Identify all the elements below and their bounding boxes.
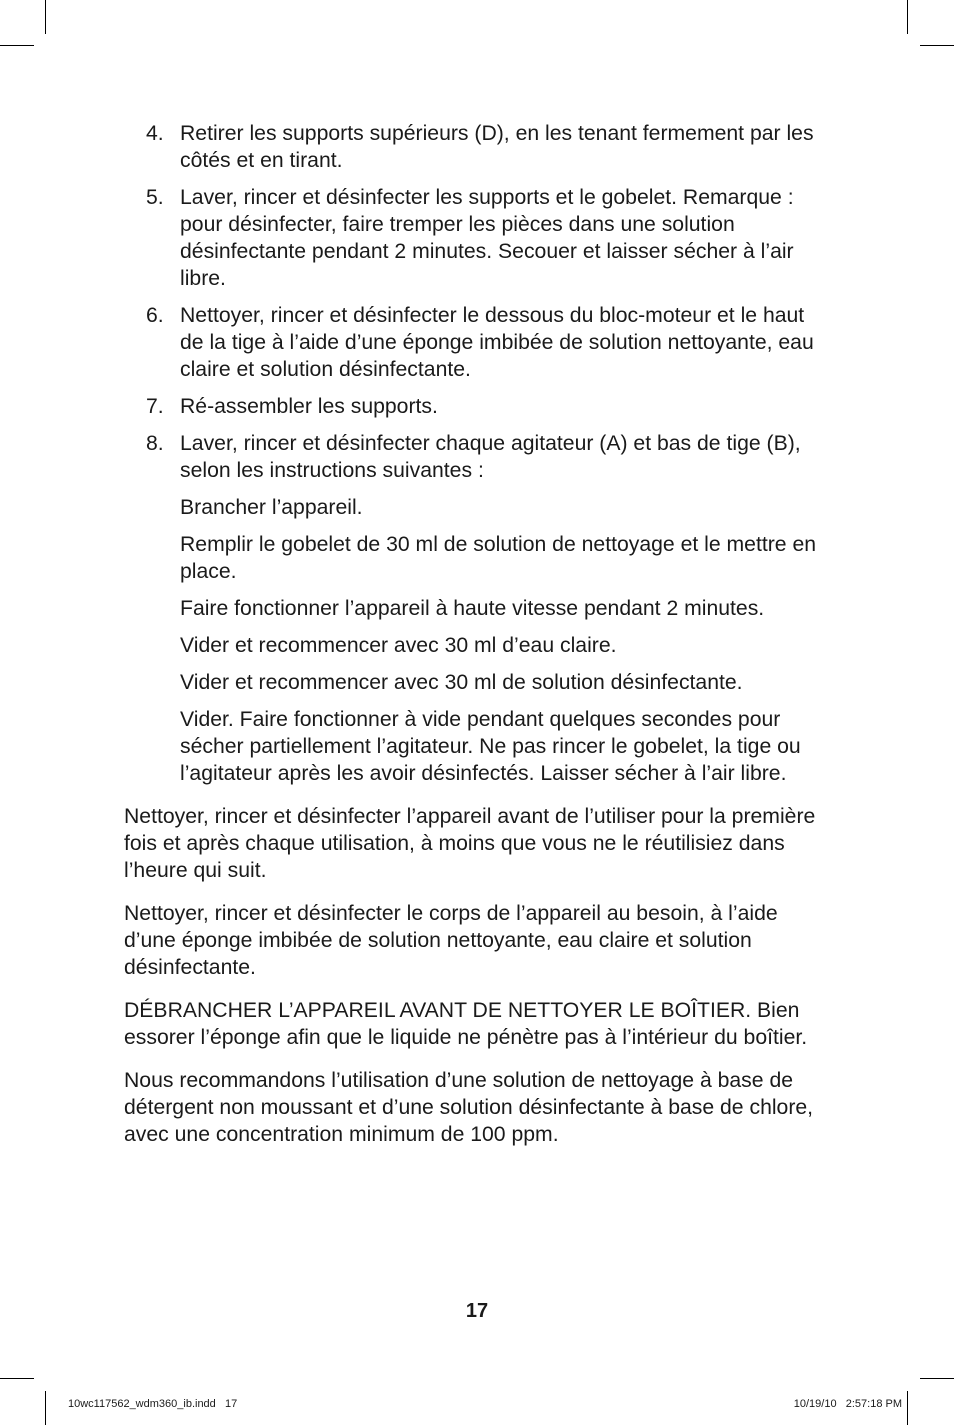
step-item: [124, 184, 829, 292]
paragraph: DÉBRANCHER L’APPAREIL AVANT DE NETTOYER LE BOÎTIER. Bien essorer l’éponge afin que le liquide ne pénètre pas à l’intérieur du boîtier.: [124, 999, 808, 1049]
crop-mark-top-left-h: [0, 45, 34, 46]
paragraph: Nous recommandons l’utilisation d’une solution de nettoyage à base de détergent non moussant et d’une solution désinfectante à base de chlore, avec une concentration minimum de 100 ppm.: [124, 1069, 814, 1146]
crop-mark-bottom-right-v: [907, 1391, 908, 1425]
step-number: 4.: [146, 122, 164, 145]
step-text: Ré-assembler les supports.: [180, 395, 438, 418]
crop-mark-bottom-right-h: [920, 1378, 954, 1379]
page-number: 17: [465, 1300, 489, 1322]
substep-text: Faire fonctionner l’appareil à haute vitesse pendant 2 minutes.: [180, 597, 765, 620]
step-number: 8.: [146, 432, 164, 455]
step-item: [124, 120, 829, 174]
crop-mark-top-right-h: [920, 45, 954, 46]
step-text: Laver, rincer et désinfecter chaque agitateur (A) et bas de tige (B), selon les instructions suivantes :: [180, 432, 801, 482]
cleaning-steps-list: [124, 120, 829, 484]
substep-text: Remplir le gobelet de 30 ml de solution de nettoyage et le mettre en place.: [180, 533, 817, 583]
step-item: [124, 302, 829, 383]
crop-mark-bottom-left-h: [0, 1378, 34, 1379]
substep-text: Vider et recommencer avec 30 ml d’eau claire.: [180, 634, 617, 657]
step-number: 5.: [146, 186, 164, 209]
step-number: 7.: [146, 395, 164, 418]
step-text: Retirer les supports supérieurs (D), en les tenant fermement par les côtés et en tirant.: [180, 122, 814, 172]
paragraph: Nettoyer, rincer et désinfecter le corps de l’appareil au besoin, à l’aide d’une éponge imbibée de solution nettoyante, eau claire et solution désinfectante.: [124, 902, 778, 979]
substep-text: Vider et recommencer avec 30 ml de solution désinfectante.: [180, 671, 743, 694]
crop-mark-top-right-v: [907, 0, 908, 34]
crop-mark-top-left-v: [45, 0, 46, 34]
step-number: 6.: [146, 304, 164, 327]
paragraph: Nettoyer, rincer et désinfecter l’appareil avant de l’utiliser pour la première fois et après chaque utilisation, à moins que vous ne le réutilisiez dans l’heure qui suit.: [124, 805, 816, 882]
step-text: Nettoyer, rincer et désinfecter le dessous du bloc-moteur et le haut de la tige à l’aide d’une éponge imbibée de solution nettoyante, eau claire et solution désinfectante.: [180, 304, 814, 381]
document-body: [124, 120, 829, 1164]
substep-text: Vider. Faire fonctionner à vide pendant quelques secondes pour sécher partiellement l’agitateur. Ne pas rincer le gobelet, la tige ou l’agitateur après les avoir désinfectés. Laisser sécher à l’air libre.: [180, 708, 801, 785]
crop-mark-bottom-left-v: [45, 1391, 46, 1425]
step-text: Laver, rincer et désinfecter les supports et le gobelet. Remarque : pour désinfecter, faire tremper les pièces dans une solution désinfectante pendant 2 minutes. Secouer et laisser sécher à l’air libre.: [180, 186, 794, 290]
footer-timestamp: 10/19/10 2:57:18 PM: [793, 1398, 902, 1410]
step-item: [124, 393, 829, 420]
substep-text: Brancher l’appareil.: [180, 496, 363, 519]
footer-file-name: 10wc117562_wdm360_ib.indd 17: [68, 1398, 238, 1410]
step-item: [124, 430, 829, 484]
